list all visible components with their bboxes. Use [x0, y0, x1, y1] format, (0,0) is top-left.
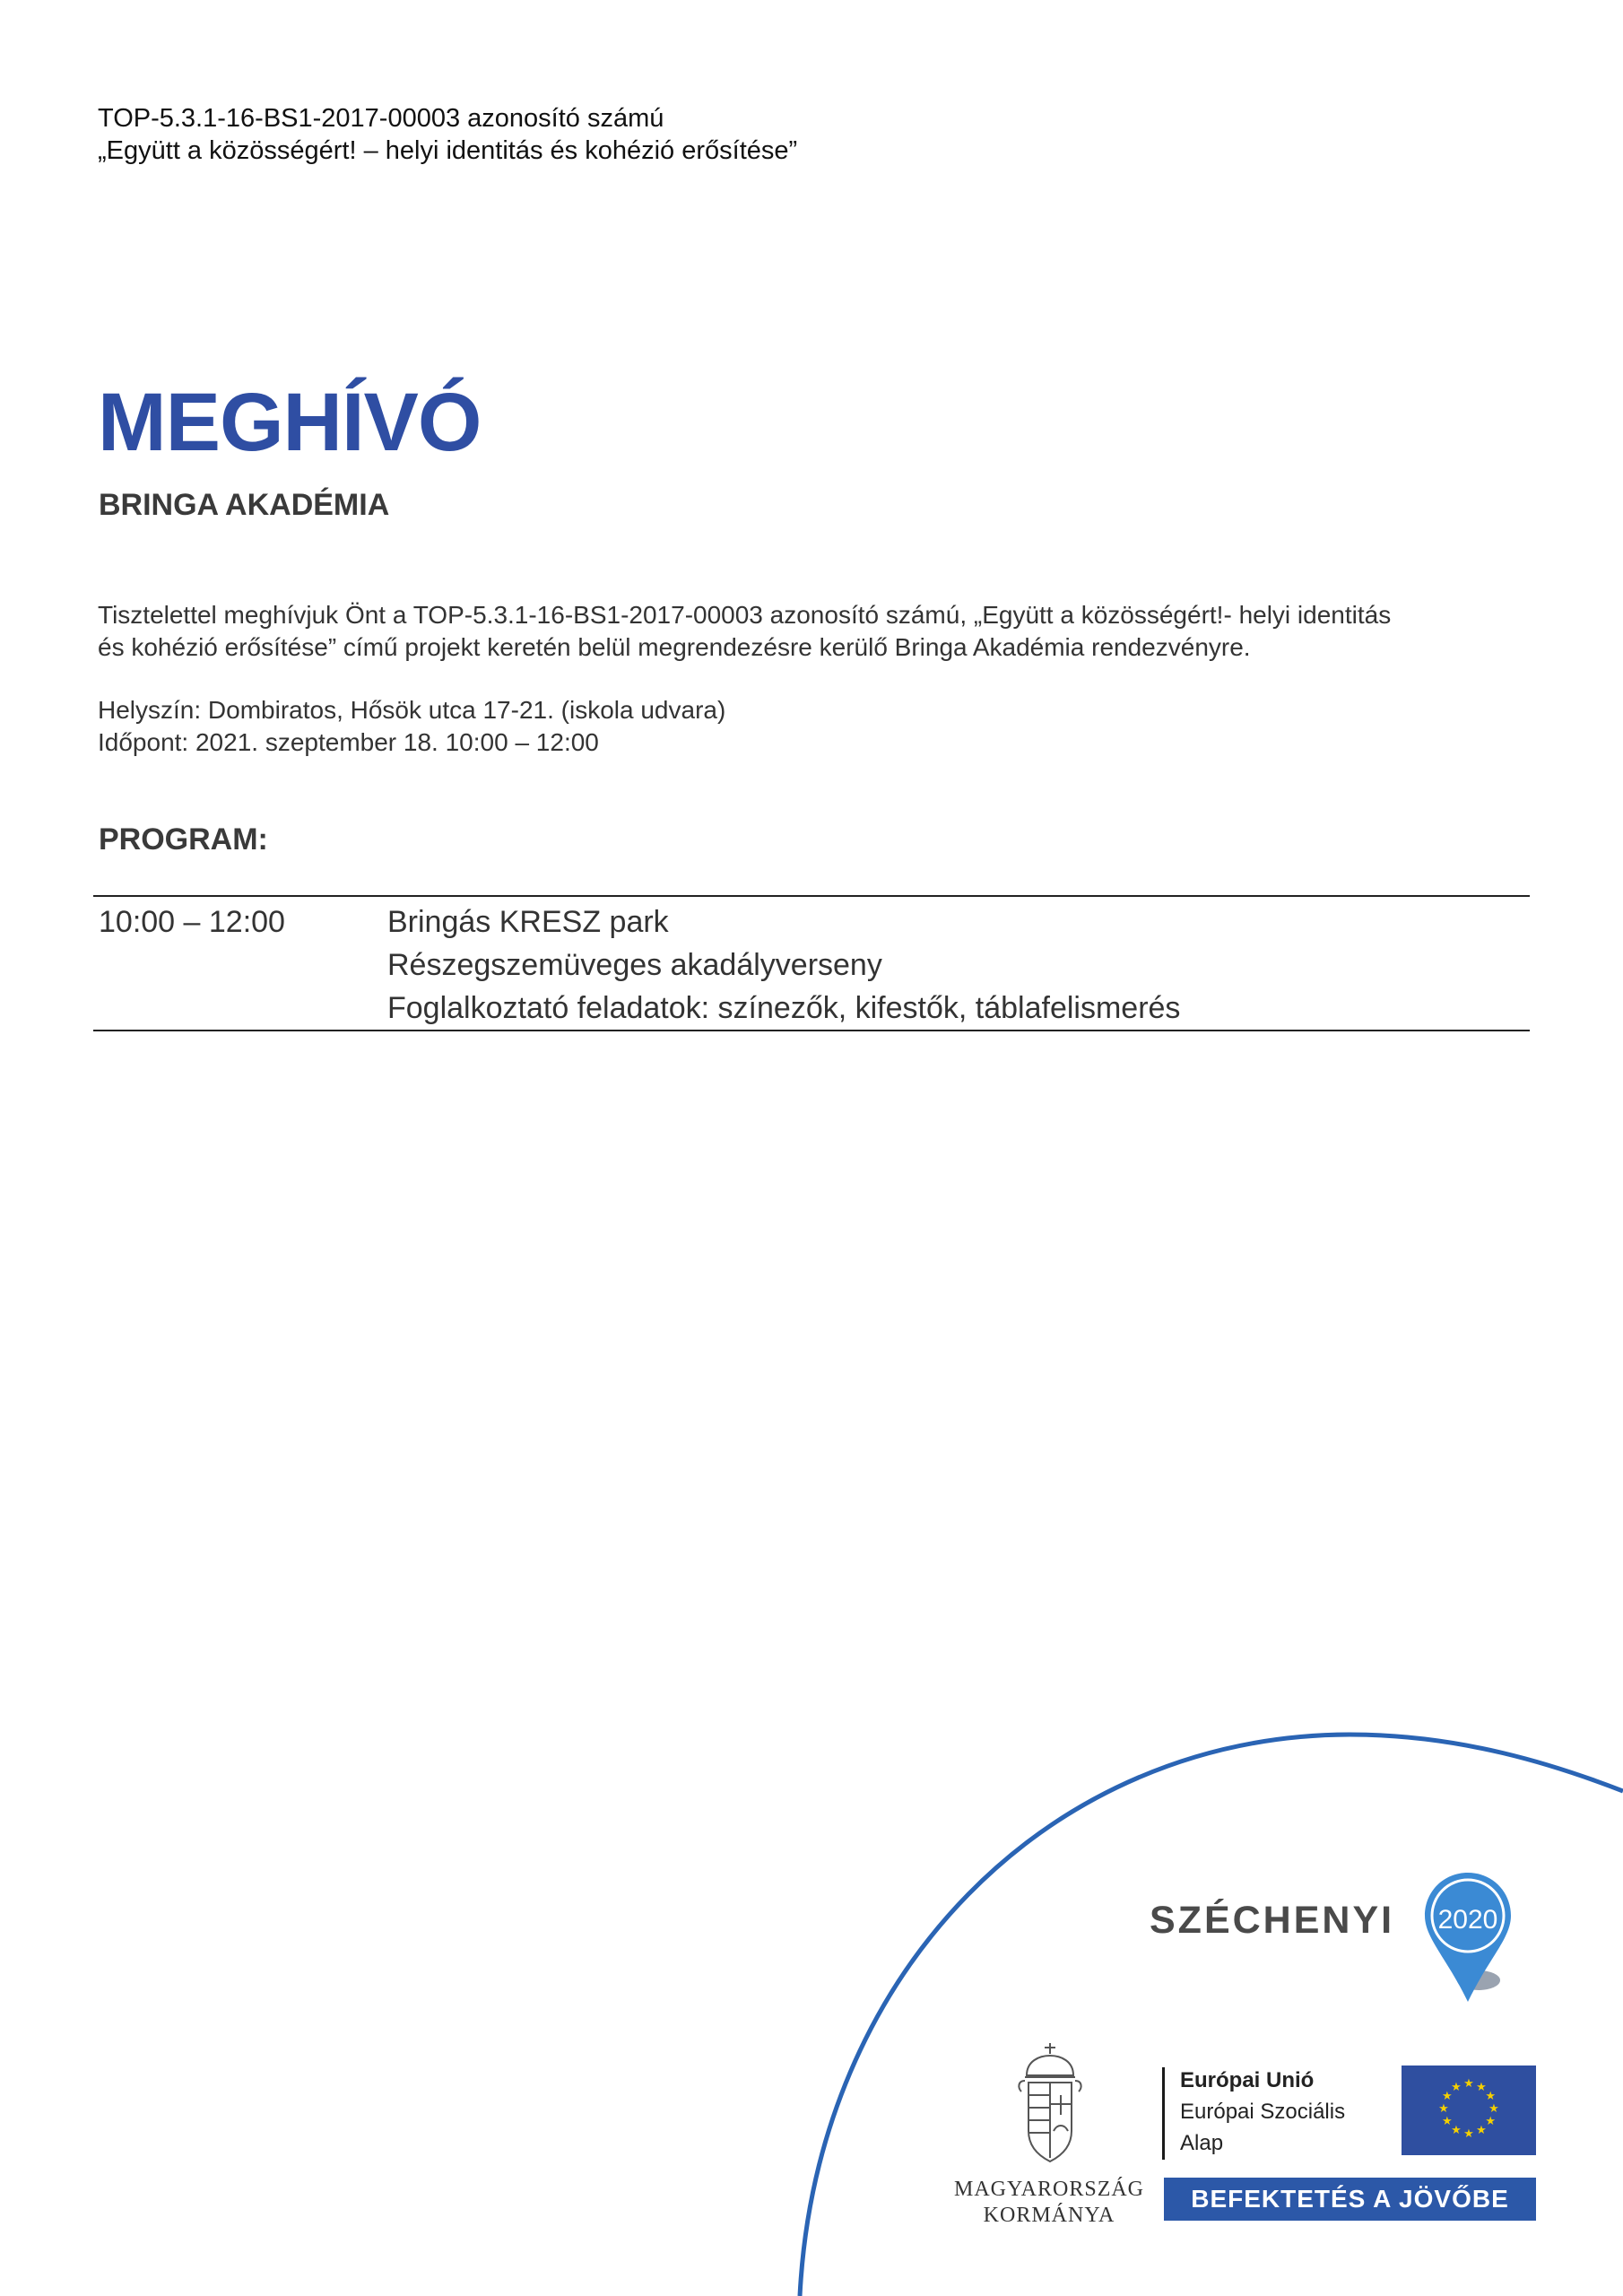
eu-divider	[1162, 2067, 1165, 2160]
program-heading: PROGRAM:	[99, 822, 268, 857]
svg-text:★: ★	[1463, 2127, 1474, 2141]
coat-of-arms-icon	[1014, 2041, 1086, 2167]
project-id-line: TOP-5.3.1-16-BS1-2017-00003 azonosító számú	[98, 104, 664, 133]
eu-line-3: Alap	[1180, 2131, 1224, 2155]
svg-text:★: ★	[1476, 2124, 1487, 2138]
szechenyi-pin-icon	[1423, 1871, 1513, 2005]
svg-text:★: ★	[1463, 2077, 1474, 2091]
program-item: Foglalkoztató feladatok: színezők, kifestők, táblafelismerés	[387, 991, 1181, 1025]
eu-label	[1180, 2065, 1345, 2159]
svg-text:★: ★	[1438, 2102, 1449, 2116]
event-time: Időpont: 2021. szeptember 18. 10:00 – 12:00	[98, 728, 599, 756]
svg-text:★: ★	[1451, 2080, 1462, 2094]
invitation-line-1: Tisztelettel meghívjuk Önt a TOP-5.3.1-16-BS1-2017-00003 azonosító számú, „Együtt a közösségért!- helyi identitás	[98, 601, 1392, 629]
event-subtitle: BRINGA AKADÉMIA	[99, 488, 390, 522]
government-label	[950, 2177, 1149, 2229]
program-item: Bringás KRESZ park	[387, 905, 669, 939]
government-line-2: KORMÁNYA	[983, 2204, 1115, 2227]
page-title: MEGHÍVÓ	[98, 377, 482, 468]
eu-line-2: Európai Szociális	[1180, 2100, 1346, 2124]
government-line-1: MAGYARORSZÁG	[953, 2178, 1145, 2201]
event-location: Helyszín: Dombiratos, Hősök utca 17-21. (iskola udvara)	[98, 696, 726, 724]
svg-text:★: ★	[1441, 2115, 1453, 2128]
eu-line-1: Európai Unió	[1180, 2068, 1315, 2092]
invitation-line-2: és kohézió erősítése” című projekt keretén belül megrendezésre kerülő Bringa Akadémia rendezvényre.	[98, 633, 1251, 661]
szechenyi-logo-text: SZÉCHENYI	[1150, 1899, 1395, 1942]
project-title-line: „Együtt a közösségért! – helyi identitás és kohézió erősítése”	[98, 136, 798, 165]
svg-text:★: ★	[1488, 2102, 1499, 2116]
eu-flag-icon	[1402, 2066, 1536, 2155]
svg-text:★: ★	[1451, 2124, 1462, 2138]
program-slot-time: 10:00 – 12:00	[99, 905, 285, 939]
svg-text:★: ★	[1485, 2090, 1497, 2103]
svg-text:★: ★	[1441, 2090, 1453, 2103]
szechenyi-year: 2020	[1437, 1905, 1498, 1935]
svg-text:★: ★	[1485, 2115, 1497, 2128]
program-item: Részegszemüveges akadályverseny	[387, 948, 882, 982]
svg-text:★: ★	[1476, 2080, 1487, 2094]
slogan-banner: BEFEKTETÉS A JÖVŐBE	[1164, 2178, 1536, 2221]
